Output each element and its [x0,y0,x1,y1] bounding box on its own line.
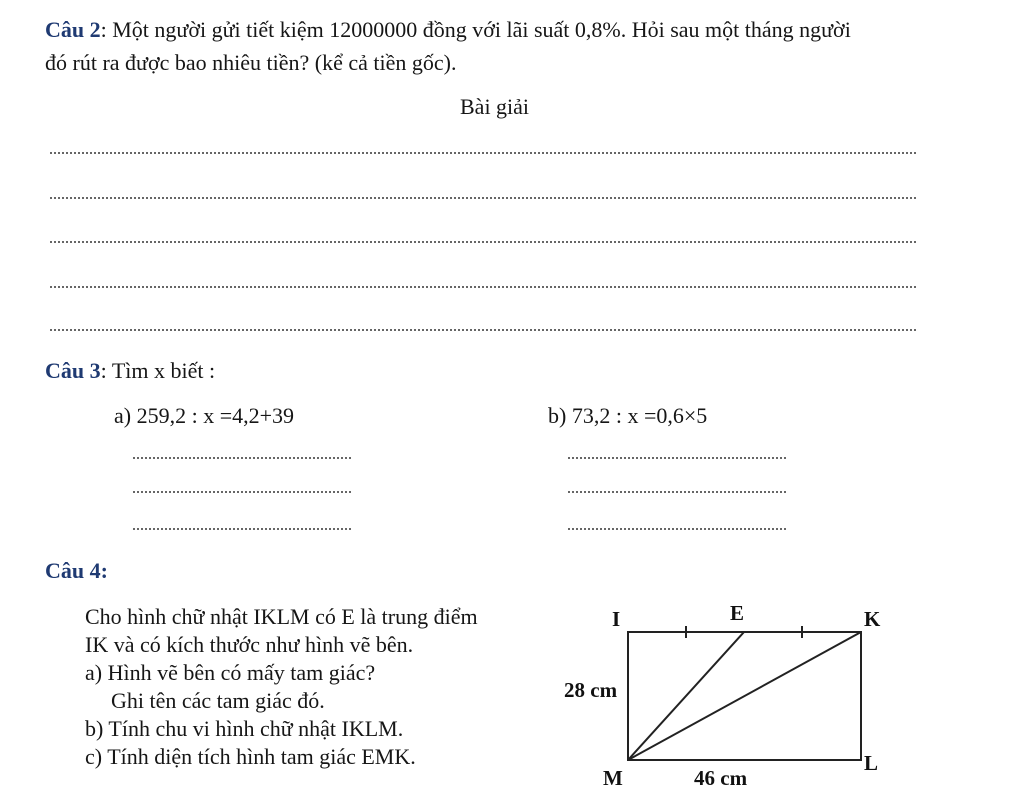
question-3-label: Câu 3 [45,358,101,383]
question-2-line-2: đó rút ra được bao nhiêu tiền? (kể cả tiền gốc). [45,50,457,75]
solution-heading: Bài giải [460,94,530,119]
vertex-label-m: M [603,766,623,790]
vertex-label-l: L [864,751,879,775]
vertex-label-k: K [864,607,881,631]
vertex-label-e: E [730,601,745,625]
question-4-label: Câu 4: [45,558,108,583]
question-4-line: c) Tính diện tích hình tam giác EMK. [85,744,416,769]
width-label: 46 cm [694,766,748,790]
question-4-line: IK và có kích thước như hình vẽ bên. [85,632,414,657]
height-label: 28 cm [564,678,618,702]
question-2-label: Câu 2 [45,17,101,42]
question-4-line: Ghi tên các tam giác đó. [111,688,325,713]
question-3-prompt: : Tìm x biết : [100,358,216,383]
question-2-text: : Một người gửi tiết kiệm 12000000 đồng với lãi suất 0,8%. Hỏi sau một tháng người [100,17,851,42]
question-4-line: Cho hình chữ nhật IKLM có E là trung điểm [85,604,478,629]
question-4-line: a) Hình vẽ bên có mấy tam giác? [85,660,376,685]
question-3-part-b: b) 73,2 : x =0,6×5 [548,403,708,428]
question-4-line: b) Tính chu vi hình chữ nhật IKLM. [85,716,404,741]
vertex-label-i: I [612,607,621,631]
question-3-part-a: a) 259,2 : x =4,2+39 [114,403,295,428]
segment-me [628,632,744,760]
segment-mk [628,632,861,760]
